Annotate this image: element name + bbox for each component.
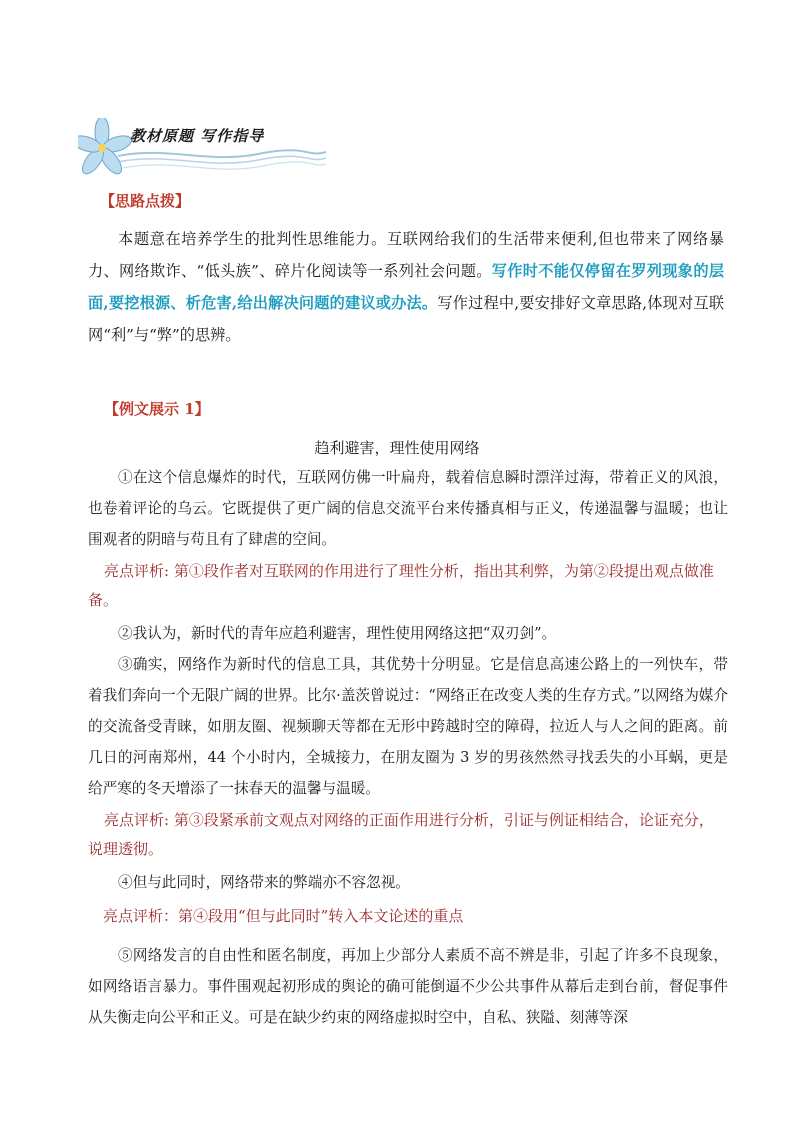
essay-paragraph-2: ②我认为，新时代的青年应趋利避害，理性使用网络这把“双刃剑”。 bbox=[118, 625, 557, 642]
essay-paragraph-1: ①在这个信息爆炸的时代，互联网仿佛一叶扁舟，载着信息瞬时漂洋过海，带着正义的风浪，也卷着评论的乌云。它既提供了更广阔的信息交流平台来传播真相与正义，传递温馨与温暖；也让围观者的阴暗与苟且有了肆虐的空间。 bbox=[88, 469, 728, 548]
essay-paragraph-3: ③确实，网络作为新时代的信息工具，其优势十分明显。它是信息高速公路上的一列快车，带着我们奔向一个无限广阔的世界。比尔·盖茨曾说过：“网络正在改变人类的生存方式。”以网络为媒介的交流备受青睐，如朋友圈、视频聊天等都在无形中跨越时空的障碍，拉近人与人之间的距离。前几日的河南郑州，44 个小时内，全城接力，在朋友圈为 3 岁的男孩然然寻找丢失的小耳蜗，更是给严寒的冬天增添了一抹春天的温馨与温暖。 bbox=[88, 656, 728, 797]
thinking-highlight: 写作时不能仅停留在罗列现象的层面,要挖根源、析危害,给出解决问题的建议或办法。 bbox=[88, 262, 725, 312]
banner-title: 教材原题 写作指导 bbox=[130, 127, 265, 145]
section-label-example: 【例文展示 1】 bbox=[104, 400, 210, 418]
section-label-thinking: 【思路点拨】 bbox=[100, 192, 191, 210]
essay-title: 趋利避害，理性使用网络 bbox=[314, 439, 480, 457]
thinking-text-1: 本题意在培养学生的批判性思维能力。互联网给我们的生活带来便利,但也带来了网络暴力、网络欺诈、“低头族”、碎片化阅读等一系列社会问题。 bbox=[88, 230, 724, 280]
comment-4: 亮点评析：第④段用“但与此同时”转入本文论述的重点 bbox=[103, 907, 464, 925]
essay-paragraph-4: ④但与此同时，网络带来的弊端亦不容忽视。 bbox=[118, 874, 410, 891]
essay-paragraph-5: ⑤网络发言的自由性和匿名制度，再加上少部分人素质不高不辨是非，引起了许多不良现象，如网络语言暴力。事件围观起初形成的舆论的确可能倒逼不少公共事件从幕后走到台前，督促事件从失衡走向公平和正义。可是在缺少约束的网络虚拟时空中，自私、狭隘、刻薄等深 bbox=[88, 947, 728, 1026]
comment-3: 亮点评析: 第③段紧承前文观点对网络的正面作用进行分析，引证与例证相结合，论证充分，说理透彻。 bbox=[88, 811, 714, 858]
thinking-paragraph bbox=[88, 223, 724, 351]
comment-1: 亮点评析: 第①段作者对互联网的作用进行了理性分析，指出其利弊，为第②段提出观点做准备。 bbox=[88, 562, 714, 609]
thinking-text-2: 写作过程中,要安排好文章思路,体现对互联网“利”与“弊”的思辨。 bbox=[88, 294, 725, 344]
